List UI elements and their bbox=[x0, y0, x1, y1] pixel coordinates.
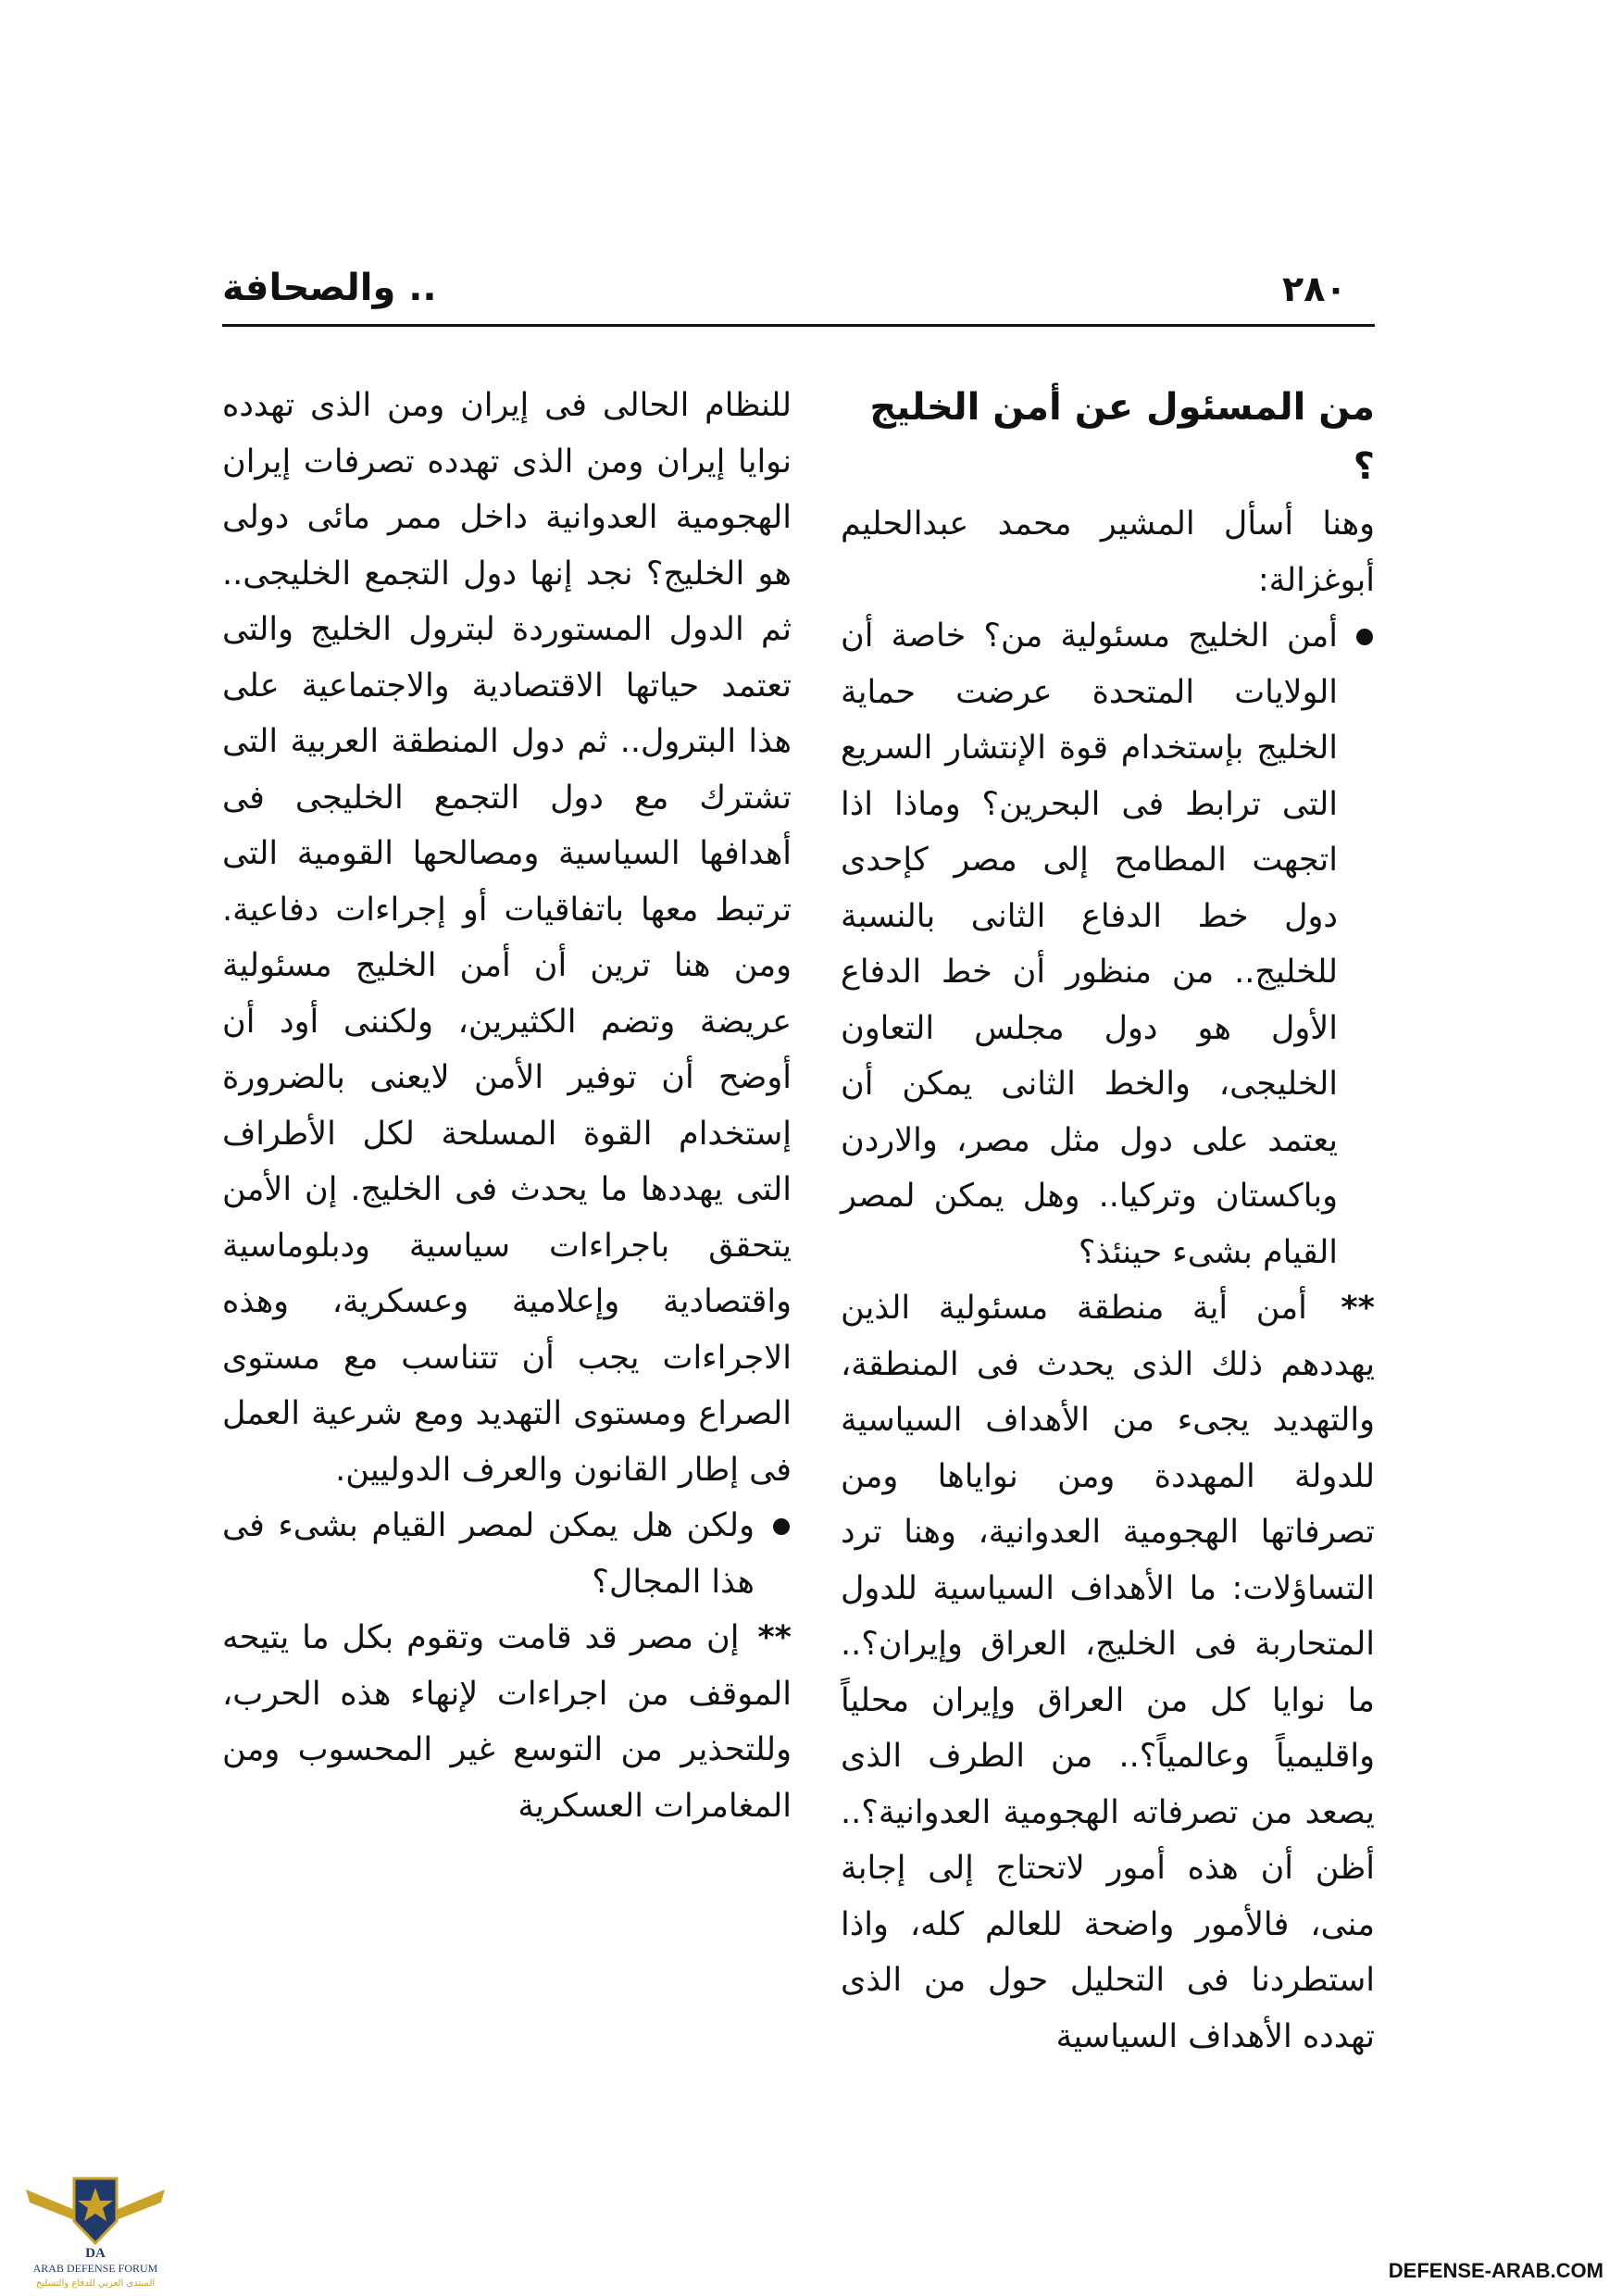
question-paragraph bbox=[222, 1498, 792, 1610]
header-rule bbox=[222, 324, 1375, 327]
logo-text-en: ARAB DEFENSE FORUM bbox=[32, 2262, 158, 2275]
logo-text-ar: المنتدى العربي للدفاع والتسليح bbox=[35, 2278, 156, 2289]
forum-logo bbox=[17, 2162, 174, 2291]
logo-abbrev: DA bbox=[85, 2246, 106, 2261]
bullet-icon bbox=[773, 1518, 790, 1535]
left-column bbox=[222, 378, 792, 1834]
running-title: .. والصحافة bbox=[222, 267, 437, 309]
right-column bbox=[841, 378, 1375, 2065]
answer-mark: ** bbox=[757, 1619, 792, 1656]
page-number: ٢٨٠ bbox=[1282, 268, 1347, 309]
answer-text: إن مصر قد قامت وتقوم بكل ما يتيحه الموقف من اجراءات لإنهاء هذه الحرب، وللتحذير من التوسع غير المحسوب ومن المغامرات العسكرية bbox=[222, 1619, 792, 1825]
site-watermark: DEFENSE-ARAB.COM bbox=[1388, 2259, 1603, 2282]
section-heading: من المسئول عن أمن الخليج ؟ bbox=[869, 386, 1375, 488]
question-paragraph bbox=[841, 608, 1375, 1280]
question-text: أمن الخليج مسئولية من؟ خاصة أن الولايات المتحدة عرضت حماية الخليج بإستخدام قوة الإنتشار السريع التى ترابط فى البحرين؟ وماذا اذا اتجهت المطامح إلى مصر كإحدى دول خط الدفاع الثانى بالنسبة للخليج.. من منظور أن خط الدفاع الأول هو دول مجلس التعاون الخليجى، والخط الثانى يمكن أن يعتمد على دول مثل مصر، والاردن وباكستان وتركيا.. وهل يمكن لمصر القيام بشىء حينئذ؟ bbox=[841, 618, 1338, 1271]
answer-paragraph bbox=[841, 1280, 1375, 2065]
question-text: ولكن هل يمكن لمصر القيام بشىء فى هذا المجال؟ bbox=[222, 1507, 755, 1601]
answer-paragraph bbox=[222, 1610, 792, 1834]
answer-text: أمن أية منطقة مسئولية الذين يهددهم ذلك الذى يحدث فى المنطقة، والتهديد يجىء من الأهداف السياسية للدولة المهددة ومن نواياها ومن تصرفاتها الهجومية العدوانية، وهنا ترد التساؤلات: ما الأهداف السياسية للدول المتحاربة فى الخليج، العراق وإيران؟.. ما نوايا كل من العراق وإيران محلياً واقليمياً وعالمياً؟.. من الطرف الذى يصعد من تصرفاته الهجومية العدوانية؟.. أظن أن هذه أمور لاتحتاج إلى إجابة منى، فالأمور واضحة للعالم كله، واذا استطردنا فى التحليل حول من الذى تهدده الأهداف السياسية bbox=[841, 1290, 1375, 2055]
bullet-icon bbox=[1356, 629, 1373, 645]
answer-mark: ** bbox=[1341, 1290, 1375, 1327]
intro-paragraph: وهنا أسأل المشير محمد عبدالحليم أبوغزالة: bbox=[841, 505, 1375, 599]
continuation-paragraph: للنظام الحالى فى إيران ومن الذى تهدده نوايا إيران ومن الذى تهدده تصرفات إيران الهجومية العدوانية داخل ممر مائى دولى هو الخليج؟ نجد إنها دول التجمع الخليجى.. ثم الدول المستوردة لبترول الخليج والتى تعتمد حياتها الاقتصادية والاجتماعية على هذا البترول.. ثم دول المنطقة العربية التى تشترك مع دول التجمع الخليجى فى أهدافها السياسية ومصالحها القومية التى ترتبط معها باتفاقيات أو إجراءات دفاعية. ومن هنا ترين أن أمن الخليج مسئولية عريضة وتضم الكثيرين، ولكننى أود أن أوضح أن توفير الأمن لايعنى بالضرورة إستخدام القوة المسلحة لكل الأطراف التى يهددها ما يحدث فى الخليج. إن الأمن يتحقق باجراءات سياسية ودبلوماسية واقتصادية وإعلامية وعسكرية، وهذه الاجراءات يجب أن تتناسب مع مستوى الصراع ومستوى التهديد ومع شرعية العمل فى إطار القانون والعرف الدوليين. bbox=[222, 387, 792, 1489]
